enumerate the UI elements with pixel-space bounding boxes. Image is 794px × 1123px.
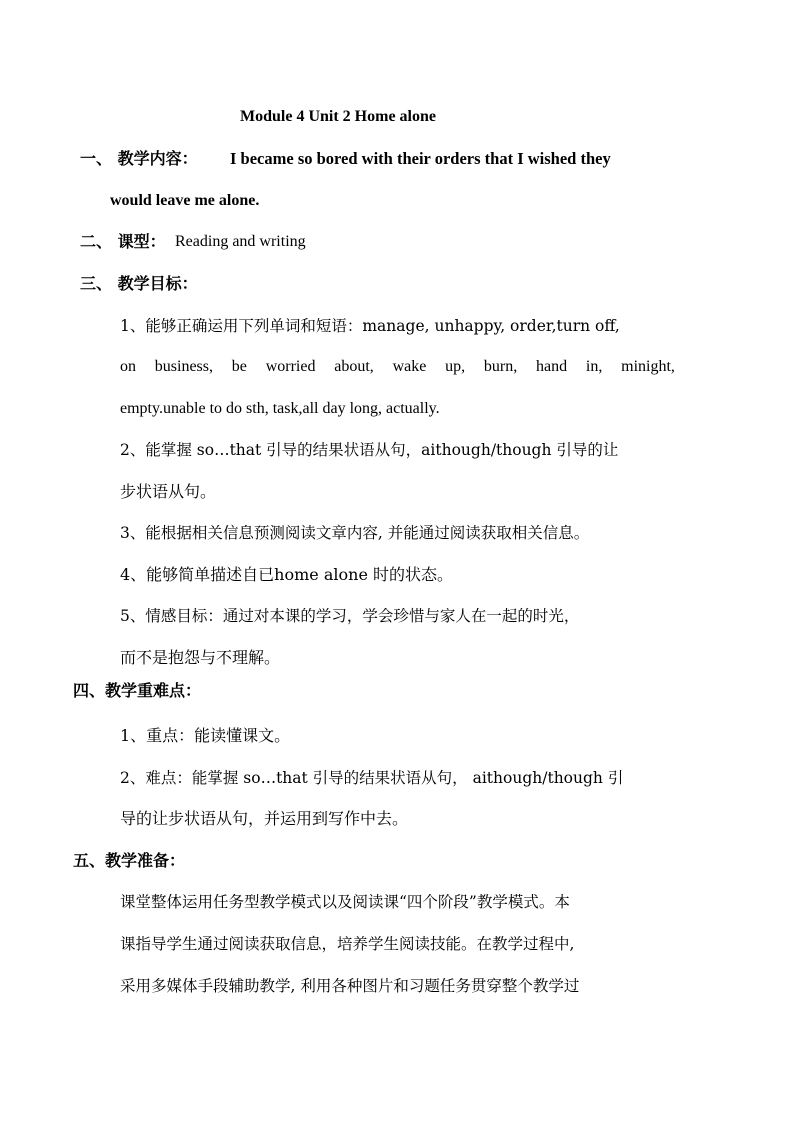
section-1-heading: 一、 教学内容： [80,149,198,168]
preparation-line-3: 采用多媒体手段辅助教学, 利用各种图片和习题任务贯穿整个教学过 [120,977,580,995]
preparation-line-1: 课堂整体运用任务型教学模式以及阅读课“四个阶段”教学模式。本 [120,893,570,911]
word: up, [445,358,466,375]
word: on [120,358,136,375]
objective-5-line-2: 而不是抱怨与不理解。 [120,648,281,667]
objective-1-line-2 [120,356,675,378]
section-3-heading: 三、 教学目标： [80,274,198,293]
objective-2-line-2: 步状语从句。 [120,482,217,501]
key-point: 1、重点：能读懂课文。 [120,726,291,745]
objective-3: 3、能根据相关信息预测阅读文章内容, 并能通过阅读获取相关信息。 [120,524,590,542]
section-4-heading: 四、教学重难点： [73,681,202,700]
difficult-point-line-1: 2、难点：能掌握 so…that 引导的结果状语从句， aithough/though 引 [120,769,624,787]
word: burn, [483,358,518,375]
word: wake [392,358,427,375]
objective-5-line-1: 5、情感目标：通过对本课的学习，学会珍惜与家人在一起的时光， [120,607,580,625]
word: about, [334,358,374,375]
word: minight, [621,358,675,375]
page-title: Module 4 Unit 2 Home alone [240,108,436,125]
section-5-heading: 五、教学准备： [73,851,186,870]
section-1-content-line-2: would leave me alone. [110,192,260,209]
word: worried [265,358,316,375]
word: be [231,358,247,375]
preparation-line-2: 课指导学生通过阅读获取信息，培养学生阅读技能。在教学过程中, [120,935,575,953]
objective-1-line-1: 1、能够正确运用下列单词和短语：manage, unhappy, order,turn off, [120,317,620,335]
word: business, [154,358,214,375]
section-2-heading: 二、 课型： [80,232,166,251]
section-1-content-line-1: I became so bored with their orders that I wished they [230,149,611,168]
objective-1-line-3: empty.unable to do sth, task,all day long, actually. [120,400,440,417]
difficult-point-line-2: 导的让步状语从句，并运用到写作中去。 [120,809,409,828]
word: in, [585,358,603,375]
objective-2-line-1: 2、能掌握 so…that 引导的结果状语从句，aithough/though 引导的让 [120,441,619,459]
section-2-content: Reading and writing [175,233,306,250]
word: hand [536,358,568,375]
objective-4: 4、能够简单描述自已home alone 时的状态。 [120,565,453,584]
